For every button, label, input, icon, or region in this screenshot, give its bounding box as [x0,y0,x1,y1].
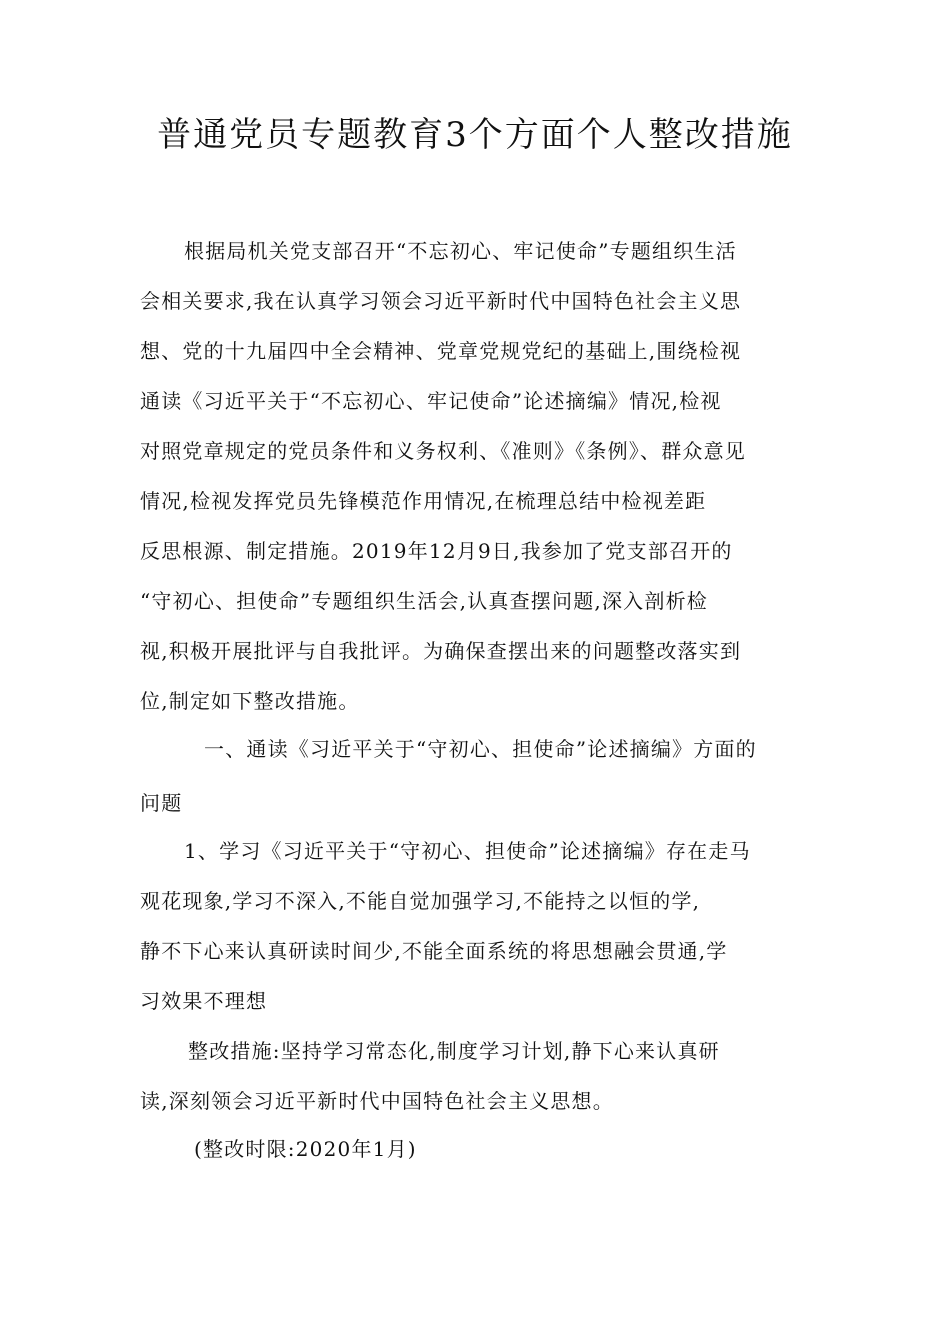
paragraph-line: 静不下心来认真研读时间少,不能全面系统的将思想融会贯通,学 [140,939,728,963]
section-heading-line: 问题 [140,791,183,815]
paragraph-line: 想、党的十九届四中全会精神、党章党规党纪的基础上,围绕检视 [140,339,742,363]
section-heading-line: 一、通读《习近平关于“守初心、担使命”论述摘编》方面的 [204,737,757,761]
paragraph-line: 读,深刻领会习近平新时代中国特色社会主义思想。 [140,1089,614,1113]
paragraph-line: 通读《习近平关于“不忘初心、牢记使命”论述摘编》情况,检视 [140,389,722,413]
paragraph-line: “守初心、担使命”专题组织生活会,认真查摆问题,深入剖析检 [140,589,708,613]
paragraph-line: 根据局机关党支部召开“不忘初心、牢记使命”专题组织生活 [184,239,737,263]
paragraph-line: 对照党章规定的党员条件和义务权利、《准则》《条例》、群众意见 [140,439,746,463]
paragraph-line: 会相关要求,我在认真学习领会习近平新时代中国特色社会主义思 [140,289,742,313]
paragraph-line: 观花现象,学习不深入,不能自觉加强学习,不能持之以恒的学, [140,889,701,913]
paragraph-line: 习效果不理想 [140,989,268,1013]
paragraph-line: 视,积极开展批评与自我批评。为确保查摆出来的问题整改落实到 [140,639,742,663]
paragraph-line: 反思根源、制定措施。2019年12月9日,我参加了党支部召开的 [140,539,733,563]
paragraph-line: 情况,检视发挥党员先锋模范作用情况,在梳理总结中检视差距 [140,489,707,513]
paragraph-line: 整改措施:坚持学习常态化,制度学习计划,静下心来认真研 [188,1039,720,1063]
deadline-line: (整改时限:2020年1月) [194,1137,417,1161]
paragraph-line: 位,制定如下整改措施。 [140,689,360,713]
document-title: 普通党员专题教育3个方面个人整改措施 [157,115,793,155]
paragraph-line: 1、学习《习近平关于“守初心、担使命”论述摘编》存在走马 [184,839,751,863]
